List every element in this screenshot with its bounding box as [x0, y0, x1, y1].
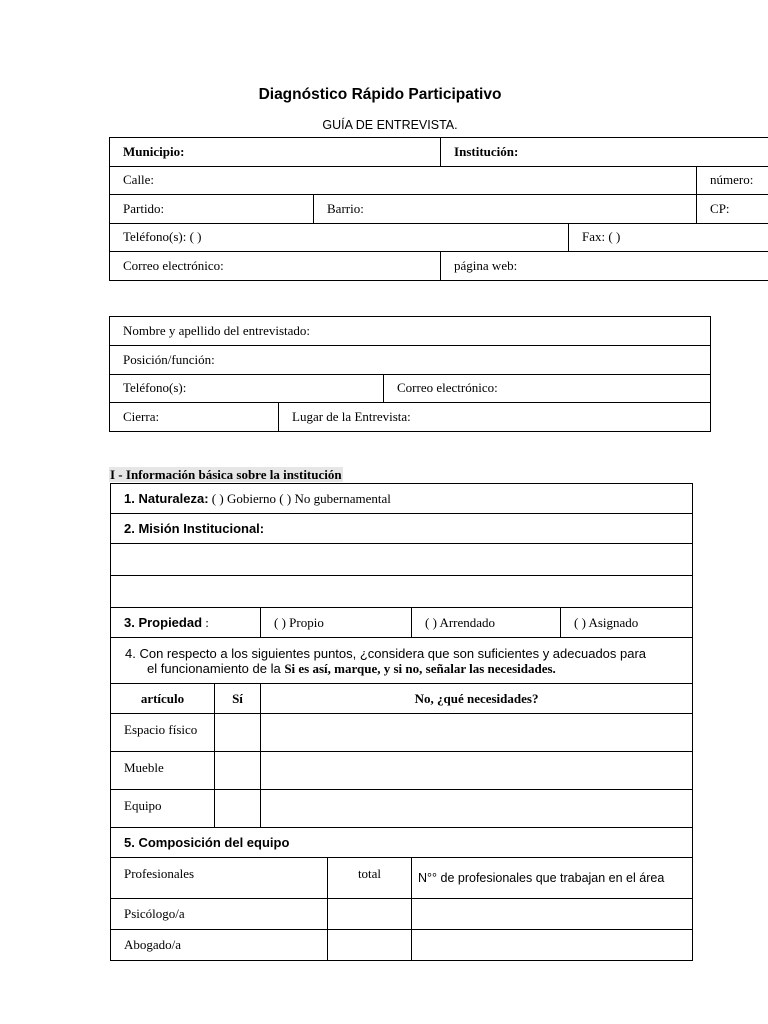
telefono-entrevistado-field[interactable]: Teléfono(s): — [110, 374, 384, 403]
row-espacio-fisico-needs[interactable] — [261, 714, 693, 752]
telefono-field[interactable]: Teléfono(s): ( ) — [110, 223, 569, 252]
posicion-field[interactable]: Posición/función: — [110, 345, 711, 374]
row-mueble-needs[interactable] — [261, 752, 693, 790]
q3-label: 3. Propiedad — [124, 614, 203, 630]
row-equipo-si[interactable] — [215, 790, 261, 828]
correo-field[interactable]: Correo electrónico: — [110, 252, 441, 281]
q3-option-propio[interactable]: ( ) Propio — [261, 608, 412, 638]
municipio-field[interactable]: Municipio: — [110, 138, 441, 167]
q4-question — [111, 638, 693, 684]
q5-label: 5. Composición del equipo — [111, 828, 693, 858]
correo-entrevistado-field[interactable]: Correo electrónico: — [384, 374, 711, 403]
document-subtitle: GUÍA DE ENTREVISTA. — [322, 118, 458, 132]
row-mueble: Mueble — [111, 752, 215, 790]
institucion-field[interactable]: Institución: — [441, 138, 768, 167]
lugar-field[interactable]: Lugar de la Entrevista: — [279, 403, 711, 432]
q2-answer-line-1[interactable] — [111, 544, 693, 576]
basic-info-table — [110, 483, 693, 961]
row-psicologo: Psicólogo/a — [111, 899, 328, 930]
col-no-header: No, ¿qué necesidades? — [261, 684, 693, 714]
partido-field[interactable]: Partido: — [110, 195, 314, 224]
col-si-header: Sí — [215, 684, 261, 714]
q3-option-asignado[interactable]: ( ) Asignado — [561, 608, 693, 638]
calle-field[interactable]: Calle: — [110, 166, 697, 195]
col-profesionales-header: Profesionales — [111, 858, 328, 899]
q3-colon: : — [202, 614, 209, 630]
col-total-header: total — [328, 858, 412, 899]
row-espacio-fisico: Espacio físico — [111, 714, 215, 752]
col-articulo-header: artículo — [111, 684, 215, 714]
row-espacio-fisico-si[interactable] — [215, 714, 261, 752]
fax-field[interactable]: Fax: ( ) — [569, 223, 768, 252]
row-psicologo-count[interactable] — [412, 899, 693, 930]
numero-field[interactable]: número: — [697, 166, 768, 195]
row-abogado-total[interactable] — [328, 930, 412, 961]
section-heading: I - Información básica sobre la institución — [110, 467, 342, 482]
interviewee-info-table — [109, 316, 711, 432]
nombre-field[interactable]: Nombre y apellido del entrevistado: — [110, 317, 711, 346]
q3-propiedad — [111, 608, 261, 638]
document-title: Diagnóstico Rápido Participativo — [258, 86, 502, 103]
row-abogado-count[interactable] — [412, 930, 693, 961]
row-abogado: Abogado/a — [111, 930, 328, 961]
q1-label: 1. Naturaleza: — [124, 490, 209, 506]
col-n-profesionales-header: N°° de profesionales que trabajan en el área — [412, 858, 693, 899]
row-psicologo-total[interactable] — [328, 899, 412, 930]
barrio-field[interactable]: Barrio: — [314, 195, 697, 224]
cierra-field[interactable]: Cierra: — [110, 403, 279, 432]
q3-option-arrendado[interactable]: ( ) Arrendado — [412, 608, 561, 638]
q2-mision-label: 2. Misión Institucional: — [111, 514, 693, 544]
q1-options: ( ) Gobierno ( ) No gubernamental — [208, 490, 391, 506]
pagina-web-field[interactable]: página web: — [441, 252, 768, 281]
q4-line-2-bold: Si es así, marque, y si no, señalar las necesidades. — [284, 660, 556, 676]
institution-info-table — [109, 137, 768, 281]
q2-answer-line-2[interactable] — [111, 576, 693, 608]
q4-line-1: 4. Con respecto a los siguientes puntos, ¿considera que son suficientes y adecuados para — [125, 645, 647, 661]
q1-naturaleza[interactable] — [111, 484, 693, 514]
row-equipo: Equipo — [111, 790, 215, 828]
row-mueble-si[interactable] — [215, 752, 261, 790]
cp-field[interactable]: CP: — [697, 195, 768, 224]
q4-line-2-plain: el funcionamiento de la — [147, 660, 285, 676]
row-equipo-needs[interactable] — [261, 790, 693, 828]
